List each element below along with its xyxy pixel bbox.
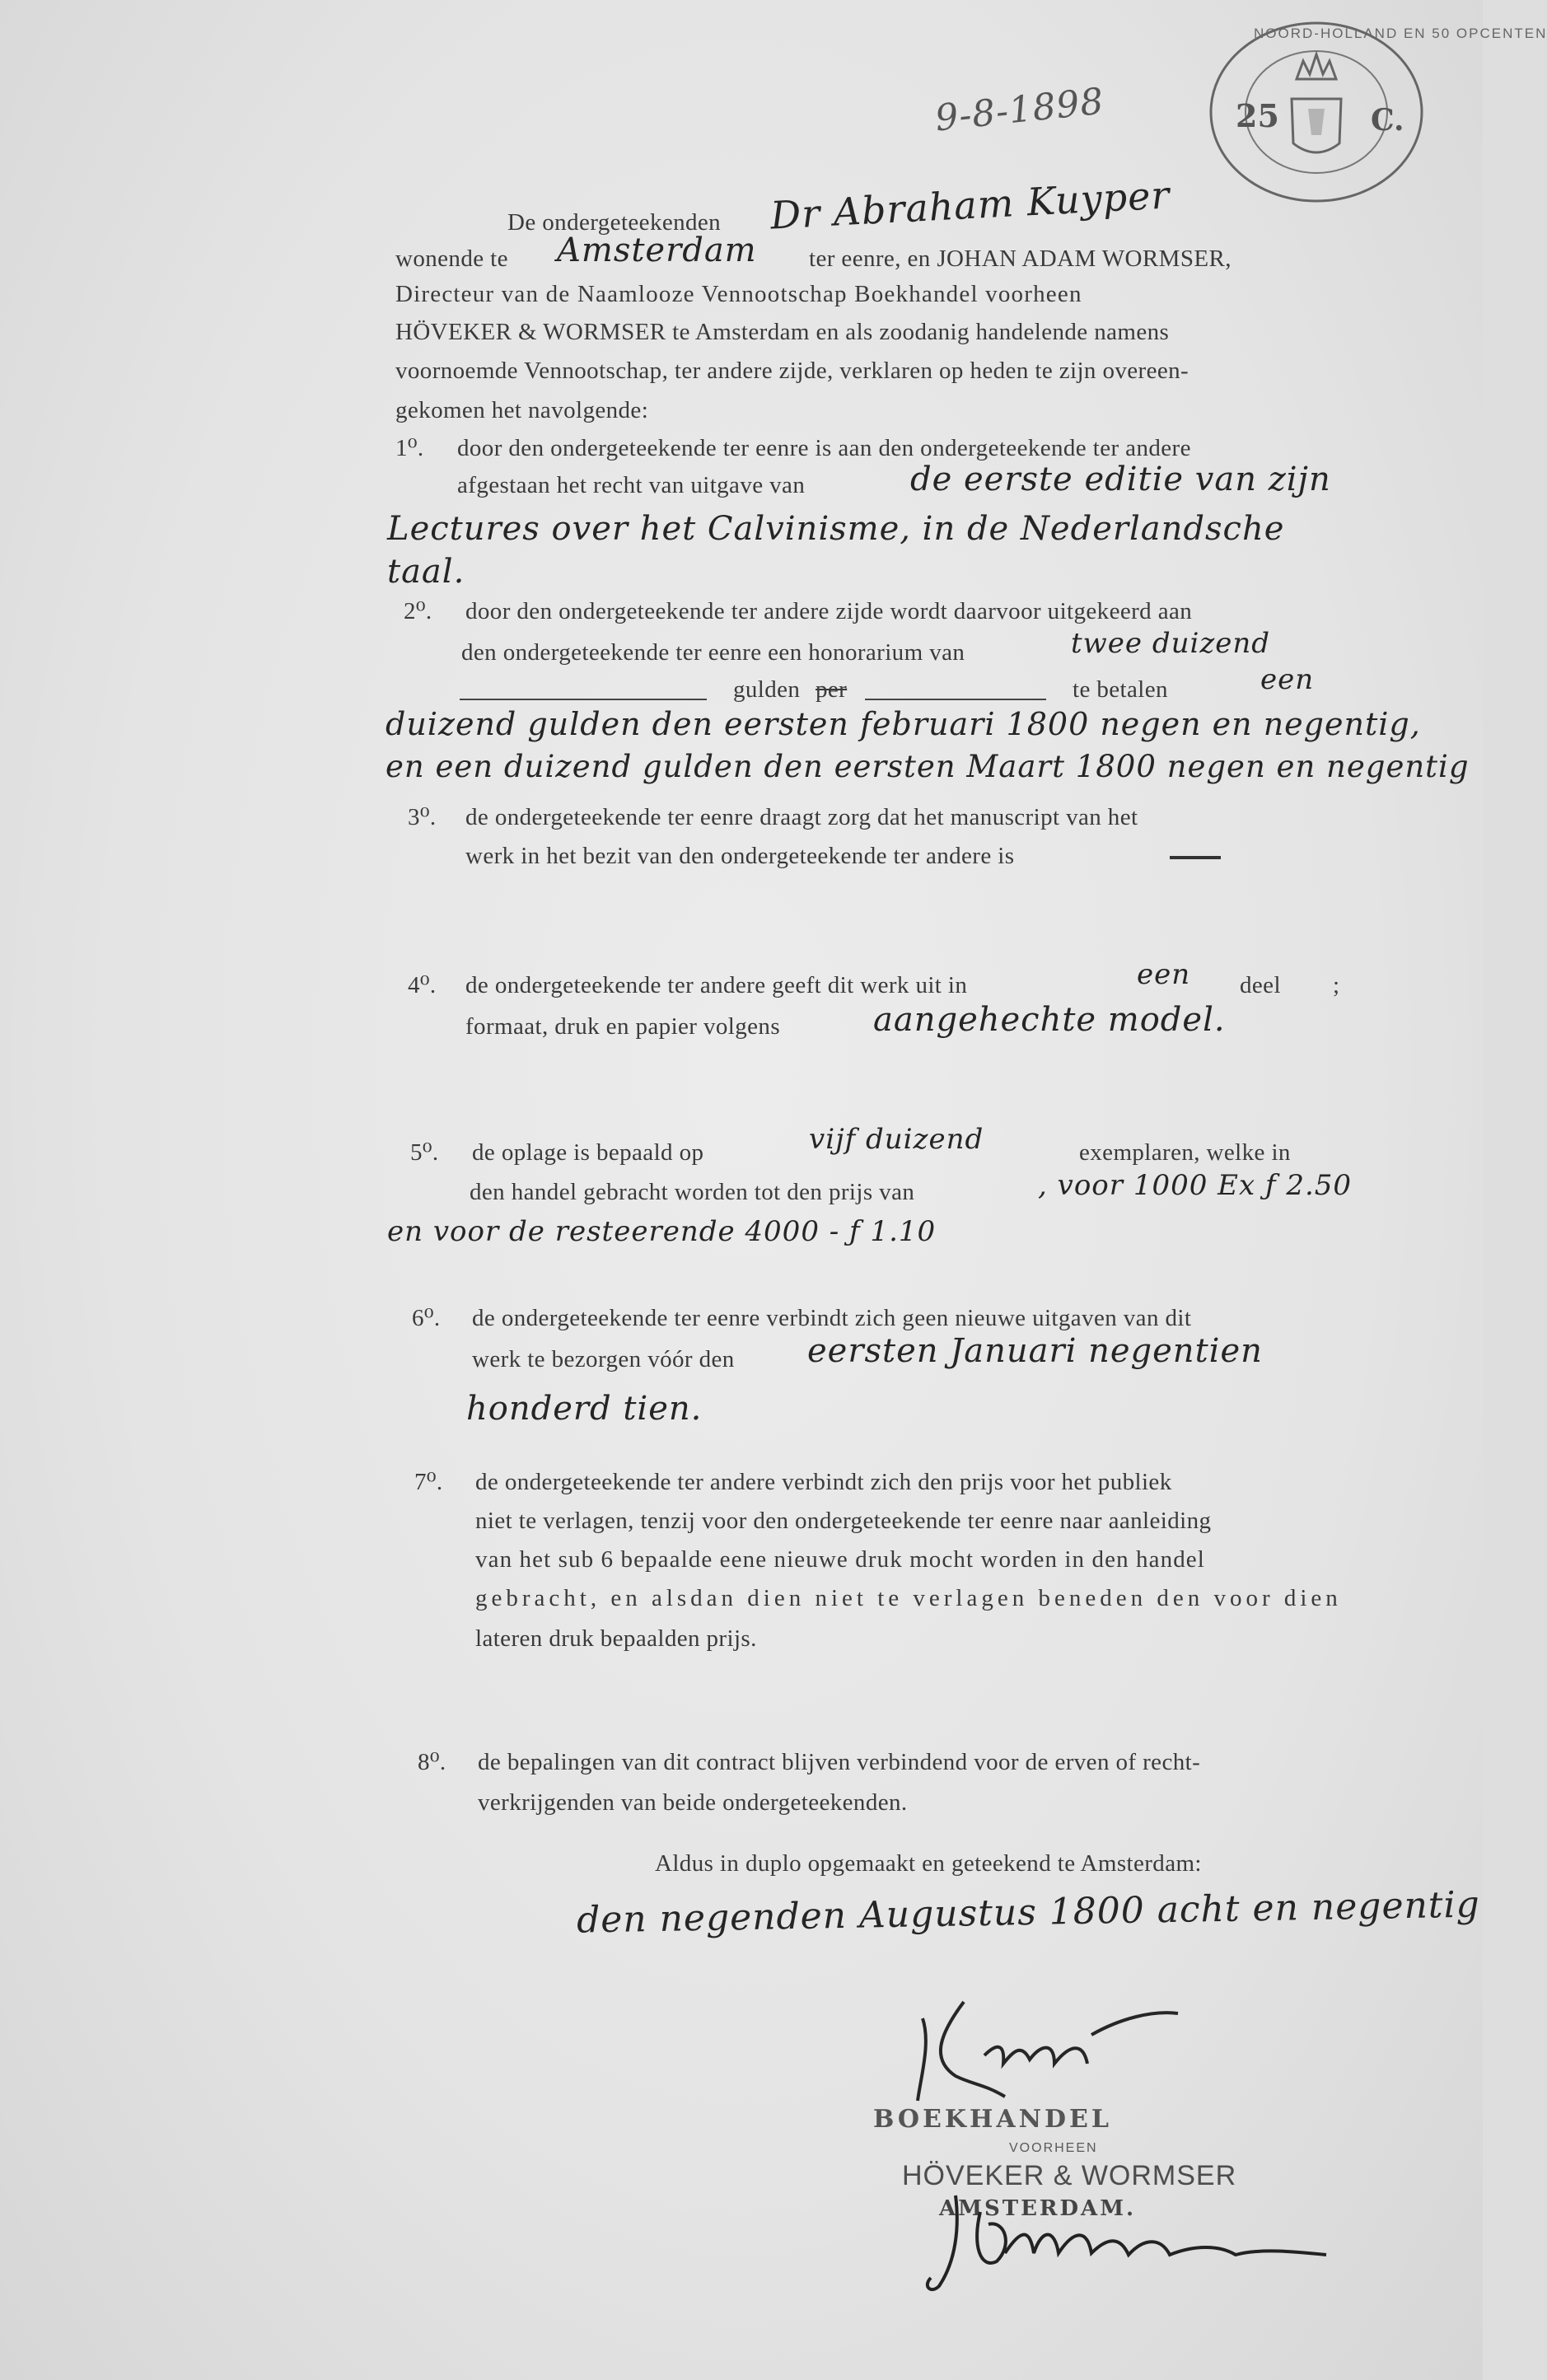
preamble-line-6: gekomen het navolgende:: [395, 397, 649, 423]
preamble-line-1-prefix: De ondergeteekenden: [507, 209, 722, 236]
preamble-line-5: voornoemde Vennootschap, ter andere zijde, verklaren op heden te zijn overeen-: [395, 358, 1189, 384]
clause-1-line-1: door den ondergeteekende ter eenre is aan den ondergeteekende ter andere: [457, 435, 1191, 461]
clause-7-line-4: gebracht, en alsdan dien niet te verlagen beneden den voor dien: [475, 1585, 1342, 1611]
clause-1-line-3-handwritten: Lectures over het Calvinisme, in de Nederlandsche: [387, 510, 1285, 548]
clause-7-line-5: lateren druk bepaalden prijs.: [475, 1625, 757, 1652]
preamble-line-2-rest: ter eenre, en JOHAN ADAM WORMSER,: [809, 245, 1232, 272]
tax-stamp: [1208, 20, 1547, 204]
preamble-line-2-prefix: wonende te: [395, 245, 508, 272]
clause-2-line-4-handwritten: duizend gulden den eersten februari 1800 negen en negentig,: [386, 706, 1421, 742]
clause-4-line-1-handwritten: een: [1137, 958, 1191, 991]
clause-4-line-2-handwritten: aangehechte model.: [873, 1001, 1226, 1039]
clause-7-line-1: de ondergeteekende ter andere verbindt zich den prijs voor het publiek: [475, 1469, 1172, 1495]
clause-2-line-5-handwritten: en een duizend gulden den eersten Maart 1800 negen en negentig: [386, 749, 1470, 784]
party-1-name: Dr Abraham Kuyper: [769, 172, 1171, 238]
clause-8-number: 8⁰.: [418, 1749, 446, 1775]
clause-5-line-1-handwritten: vijf duizend: [809, 1123, 984, 1156]
clause-3-strike-mark: [1170, 856, 1221, 859]
closing-date-handwritten: den negenden Augustus 1800 acht en negentig: [576, 1883, 1481, 1942]
clause-2-blank-line: [460, 699, 707, 700]
clause-2-gulden: gulden: [733, 676, 801, 703]
clause-7-line-3: van het sub 6 bepaalde eene nieuwe druk mocht worden in den handel: [475, 1546, 1205, 1573]
publisher-stamp-line-2: VOORHEEN: [1009, 2141, 1098, 2155]
clause-4-number: 4⁰.: [408, 972, 437, 998]
clause-2-number: 2⁰.: [404, 598, 432, 624]
publisher-stamp-line-1: BOEKHANDEL: [873, 2105, 1113, 2134]
clause-4-line-2-prefix: formaat, druk en papier volgens: [465, 1013, 781, 1040]
clause-5-number: 5⁰.: [410, 1139, 439, 1166]
clause-7-line-2: niet te verlagen, tenzij voor den ondergeteekende ter eenre naar aanleiding: [475, 1508, 1212, 1534]
tax-stamp-value: 25: [1236, 97, 1279, 134]
preamble-line-4: HÖVEKER & WORMSER te Amsterdam en als zoodanig handelende namens: [395, 319, 1170, 345]
clause-8-line-1: de bepalingen van dit contract blijven verbindend voor de erven of recht-: [478, 1749, 1201, 1775]
clause-5-line-3-handwritten: en voor de resteerende 4000 - ƒ 1.10: [387, 1215, 937, 1248]
clause-3-line-1: de ondergeteekende ter eenre draagt zorg dat het manuscript van het: [465, 804, 1138, 830]
preamble-line-3: Directeur van de Naamlooze Vennootschap Boekhandel voorheen: [395, 281, 1082, 307]
signature-wormser: [923, 2179, 1351, 2303]
clause-3-line-2: werk in het bezit van den ondergeteekende ter andere is: [465, 843, 1015, 869]
clause-2-line-1: door den ondergeteekende ter andere zijde wordt daarvoor uitgekeerd aan: [465, 598, 1193, 624]
clause-5-line-2-handwritten: , voor 1000 Ex ƒ 2.50: [1038, 1169, 1353, 1202]
clause-6-line-3-handwritten: honderd tien.: [466, 1390, 703, 1428]
clause-2-per-struck: per: [816, 676, 848, 703]
clause-2-betalen: te betalen: [1073, 676, 1168, 703]
clause-2-blank-line-2: [865, 699, 1046, 700]
signature-kuyper: [906, 1985, 1186, 2117]
clause-6-line-2-prefix: werk te bezorgen vóór den: [472, 1346, 735, 1372]
clause-7-number: 7⁰.: [414, 1469, 443, 1495]
clause-2-line-2-handwritten: twee duizend: [1071, 627, 1271, 660]
clause-5-line-1-prefix: de oplage is bepaald op: [472, 1139, 704, 1166]
tax-stamp-ring-text: NOORD-HOLLAND EN 50 OPCENTEN: [1254, 26, 1547, 41]
clause-4-deel: deel: [1240, 972, 1281, 998]
publisher-stamp-line-4: AMSTERDAM.: [939, 2196, 1137, 2221]
clause-8-line-2: verkrijgenden van beide ondergeteekenden.: [478, 1789, 908, 1816]
publisher-stamp-line-3: HÖVEKER & WORMSER: [902, 2160, 1237, 2191]
clause-1-number: 1⁰.: [395, 435, 424, 461]
party-1-place: Amsterdam: [557, 231, 757, 269]
tax-stamp-unit: C.: [1371, 103, 1404, 138]
clause-3-number: 3⁰.: [408, 804, 437, 830]
clause-5-line-1-rest: exemplaren, welke in: [1079, 1139, 1291, 1166]
clause-2-line-2-prefix: den ondergeteekende ter eenre een honorarium van: [461, 639, 965, 666]
clause-2-line-3-handwritten: een: [1260, 663, 1315, 696]
clause-6-number: 6⁰.: [412, 1305, 441, 1331]
clause-1-line-4-handwritten: taal.: [387, 553, 465, 591]
clause-1-line-2-handwritten: de eerste editie van zijn: [910, 461, 1331, 498]
clause-6-line-2-handwritten: eersten Januari negentien: [807, 1332, 1263, 1370]
clause-5-line-2-prefix: den handel gebracht worden tot den prijs van: [470, 1179, 915, 1205]
clause-1-line-2-prefix: afgestaan het recht van uitgave van: [457, 472, 806, 498]
clause-4-semicolon: ;: [1333, 972, 1340, 998]
closing-formula: Aldus in duplo opgemaakt en geteekend te Amsterdam:: [655, 1850, 1202, 1877]
clause-6-line-1: de ondergeteekende ter eenre verbindt zich geen nieuwe uitgaven van dit: [472, 1305, 1192, 1331]
archive-note: 9-8-1898: [932, 80, 1106, 140]
clause-4-line-1-prefix: de ondergeteekende ter andere geeft dit werk uit in: [465, 972, 968, 998]
